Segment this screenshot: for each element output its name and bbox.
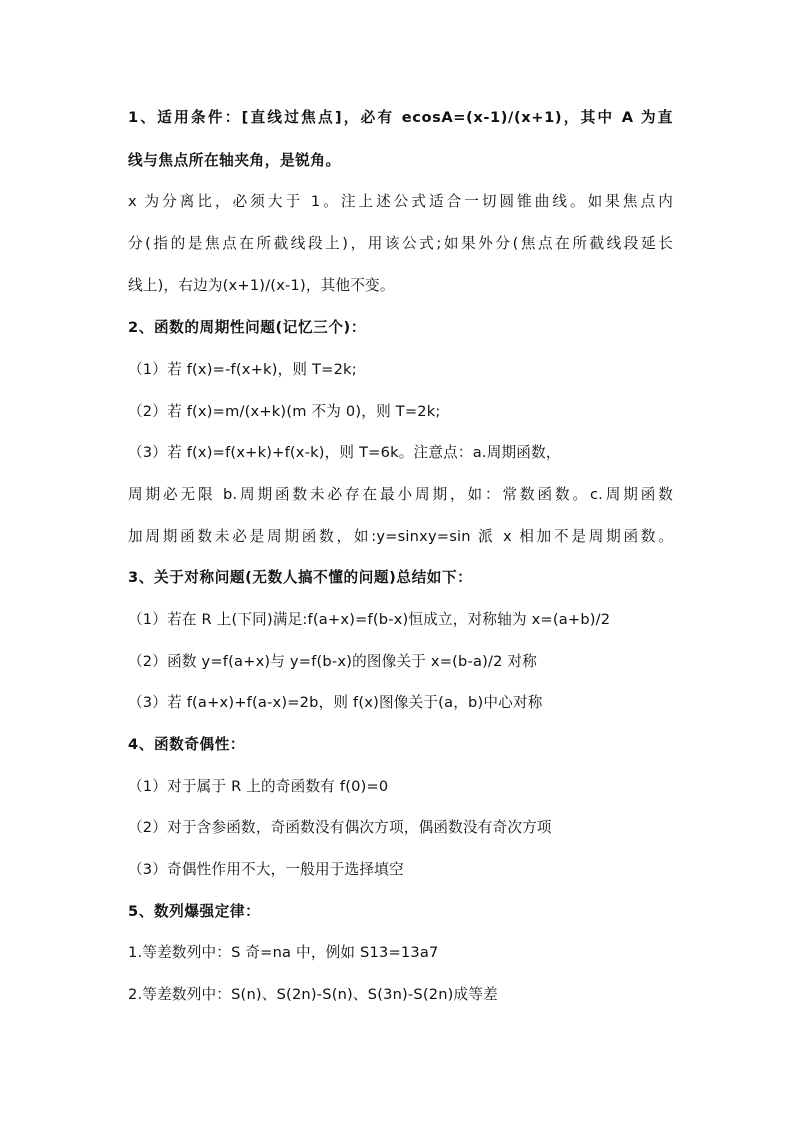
section-5-heading: 5、数列爆强定律： xyxy=(128,903,261,920)
list-item: 2.等差数列中：S(n)、S(2n)-S(n)、S(3n)-S(2n)成等差 xyxy=(128,986,498,1003)
section-2-heading: 2、函数的周期性问题(记忆三个)： xyxy=(128,319,367,336)
list-item: （1）若在 R 上(下同)满足:f(a+x)=f(b-x)恒成立，对称轴为 x=(a+b)/2 xyxy=(128,611,611,628)
paragraph-line: 加周期函数未必是周期函数，如:y=sinxy=sin 派 x 相加不是周期函数。 xyxy=(128,528,673,545)
section-1-heading-line-1: 1、适用条件：[直线过焦点]，必有 ecosA=(x-1)/(x+1)，其中 A 为直 xyxy=(128,109,673,126)
list-item: （1）对于属于 R 上的奇函数有 f(0)=0 xyxy=(128,778,389,795)
list-item: （3）若 f(x)=f(x+k)+f(x-k)，则 T=6k。注意点：a.周期函数， xyxy=(128,444,561,461)
list-item: （2）对于含参函数，奇函数没有偶次方项，偶函数没有奇次方项 xyxy=(128,819,552,836)
list-item: （2）函数 y=f(a+x)与 y=f(b-x)的图像关于 x=(b-a)/2 对称 xyxy=(128,653,538,670)
section-3-heading: 3、关于对称问题(无数人搞不懂的问题)总结如下： xyxy=(128,569,473,586)
list-item: （3）奇偶性作用不大，一般用于选择填空 xyxy=(128,861,404,878)
paragraph-line: 分(指的是焦点在所截线段上)，用该公式;如果外分(焦点在所截线段延长 xyxy=(128,235,673,252)
paragraph-line: x 为分离比，必须大于 1。注上述公式适合一切圆锥曲线。如果焦点内 xyxy=(128,193,673,210)
list-item: （2）若 f(x)=m/(x+k)(m 不为 0)，则 T=2k; xyxy=(128,403,441,420)
list-item: （3）若 f(a+x)+f(a-x)=2b，则 f(x)图像关于(a，b)中心对称 xyxy=(128,694,543,711)
list-item: （1）若 f(x)=-f(x+k)，则 T=2k; xyxy=(128,361,357,378)
section-4-heading: 4、函数奇偶性： xyxy=(128,736,246,753)
paragraph-line: 周期必无限 b.周期函数未必存在最小周期，如：常数函数。c.周期函数 xyxy=(128,486,673,503)
paragraph-line: 线上)，右边为(x+1)/(x-1)，其他不变。 xyxy=(128,277,395,294)
list-item: 1.等差数列中：S 奇=na 中，例如 S13=13a7 xyxy=(128,944,439,961)
section-1-heading-line-2: 线与焦点所在轴夹角，是锐角。 xyxy=(128,152,341,169)
